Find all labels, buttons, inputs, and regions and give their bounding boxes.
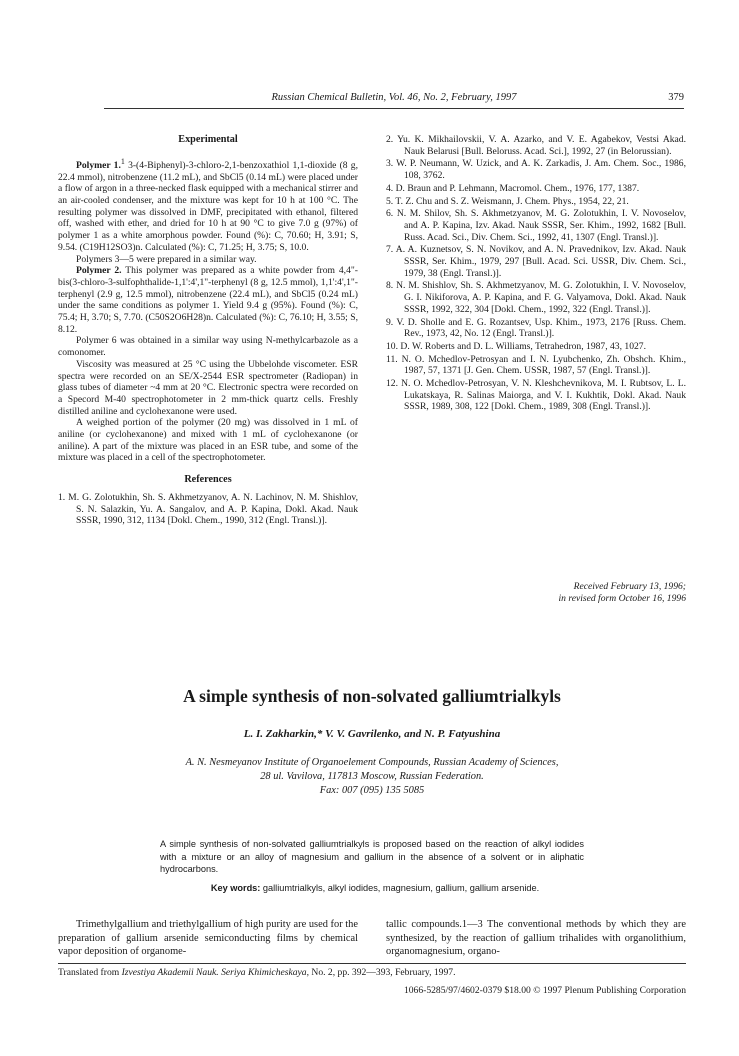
revised-date: in revised form October 16, 1996 xyxy=(558,593,686,604)
body-paragraph: tallic compounds.1—3 The conventional methods by which they are synthesized, by the reaction of gallium trihalides with organolithium, organomagnesium, organo- xyxy=(386,919,686,958)
experimental-heading: Experimental xyxy=(178,134,238,145)
keywords-label: Key words: xyxy=(210,883,261,893)
polymer-1-label: Polymer 1. xyxy=(76,159,121,171)
references-heading: References xyxy=(184,474,232,486)
publisher-identifier: 1066-5285/97/4602-0379 $18.00 © 1997 Plenum Publishing Corporation xyxy=(403,985,686,996)
polymer-2-label: Polymer 2. xyxy=(76,265,122,277)
affiliation-fax: Fax: 007 (095) 135 5085 xyxy=(319,785,425,796)
reference-item: 8. N. M. Shishlov, Sh. S. Akhmetzyanov, M. G. Zolotukhin, I. V. Novoselov, G. I. Nikiforova, A. P. Kapina, and F. G. Valyamova, Dokl. Akad. Nauk SSSR, 1992, 322, 304 [Dokl. Chem., 1992, 322 (Engl. Transl.)]. xyxy=(386,280,686,315)
reference-item: 6. N. M. Shilov, Sh. S. Akhmetzyanov, M. G. Zolotukhin, I. V. Novoselov, and A. P. Kapina, Izv. Akad. Nauk SSSR, Ser. Khim., 1992, 1682 [Bull. Russ. Acad. Sci., Div. Chem. Sci., 1992, 41, 1307 (Engl. Transl.)]. xyxy=(386,208,686,243)
reference-item: 12. N. O. Mchedlov-Petrosyan, V. N. Kleshchevnikova, M. I. Rubtsov, L. L. Lukatskaya, R. Salinas Maiorga, and V. I. Kukhtik, Dokl. Akad. Nauk SSSR, 1989, 308, 122 [Dokl. Chem., 1989, 308 (Engl. Transl.)]. xyxy=(386,378,686,413)
polymer-2-text: This polymer was prepared as a white powder from 4,4"-bis(3-chloro-3-sulfophthalide-1,1':4',1"-terphenyl (8 g, 12.5 mmol), 1,1':4',1"-terphenyl (2.9 g, 12.5 mmol), nitrobenzene (22.4 mL), and SbCl5 (0.24 mL) under the same conditions as polymer 1. Yield 9.4 g (95%). Found (%): C, 75.4; H, 3.70; S, 7.70. (C50S2O6H28)n. Calculated (%): C, 76.10; H, 3.55; S, 8.12. xyxy=(58,265,358,335)
reference-item: 3. W. P. Neumann, W. Uzick, and A. K. Zarkadis, J. Am. Chem. Soc., 1986, 108, 3762. xyxy=(386,158,686,182)
translation-journal: Izvestiya Akademii Nauk. Seriya Khimicheskaya, xyxy=(121,967,309,978)
polymer-1-text: 3-(4-Biphenyl)-3-chloro-2,1-benzoxathiol 1,1-dioxide (8 g, 22.4 mmol), nitrobenzene (11.2 mL), and SbCl5 (0.14 mL) were placed under a flow of argon in a three-necked flask equipped with a mechanical stirrer and an air-cooled condenser, and the mixture was kept for 10 h at 100 °C. The resulting polymer was dissolved in DMF, precipitated with ethanol, filtered off, washed with ether, and dried for 10 h at 90 °C to give 7.0 g (97%) of polymer 1 as a white amorphous powder. Found (%): C, 70.60; H, 3.91; S, 9.54. (C19H12SO3)n. Calculated (%): C, 71.25; H, 3.75; S, 10.0. xyxy=(58,159,358,253)
reference-item: 11. N. O. Mchedlov-Petrosyan and I. N. Lyubchenko, Zh. Obshch. Khim., 1987, 57, 1371 [J. Gen. Chem. USSR, 1987, 57 (Engl. Transl.)]. xyxy=(386,353,686,377)
reference-item: 1. M. G. Zolotukhin, Sh. S. Akhmetzyanov, A. N. Lachinov, N. M. Shishlov, S. N. Salazkin, Yu. A. Sangalov, and A. P. Kapina, Dokl. Akad. Nauk SSSR, 1990, 312, 1134 [Dokl. Chem., 1990, 312 (Engl. Transl.)]. xyxy=(58,491,358,527)
reference-item: 2. Yu. K. Mikhailovskii, V. A. Azarko, and V. E. Agabekov, Vestsi Akad. Nauk Belarusi [Bull. Beloruss. Acad. Sci.], 1992, 27 (in Belorussian). xyxy=(386,134,686,157)
article-body-right xyxy=(386,918,686,959)
translation-suffix: No. 2, pp. 392—393, February, 1997. xyxy=(311,967,456,978)
received-dates xyxy=(386,581,686,605)
reference-item: 5. T. Z. Chu and S. Z. Weismann, J. Chem. Phys., 1954, 22, 21. xyxy=(386,195,629,207)
footer-rule xyxy=(58,963,686,964)
running-header xyxy=(104,92,684,106)
reference-item: 10. D. W. Roberts and D. L. Williams, Tetrahedron, 1987, 43, 1027. xyxy=(386,340,646,352)
journal-citation: Russian Chemical Bulletin, Vol. 46, No. 2, February, 1997 xyxy=(271,92,517,103)
affiliation-line: 28 ul. Vavilova, 117813 Moscow, Russian Federation. xyxy=(260,771,484,782)
page-number: 379 xyxy=(668,92,684,103)
article-title: A simple synthesis of non-solvated galliumtrialkyls xyxy=(183,686,561,706)
keywords-list: galliumtrialkyls, alkyl iodides, magnesium, gallium, gallium arsenide. xyxy=(262,883,540,893)
translation-prefix: Translated from xyxy=(58,967,120,978)
header-rule xyxy=(104,108,684,109)
body-paragraph: Trimethylgallium and triethylgallium of high purity are used for the preparation of gallium arsenide semiconducting films by chemical vapor deposition of organome- xyxy=(58,919,358,958)
experimental-paragraph: Viscosity was measured at 25 °C using the Ubbelohde viscometer. ESR spectra were recorded on an SE/X-2544 ESR spectrometer (Radiopan) in glass tubes of diameter ~4 mm at 20 °C. Electronic spectra were recorded on a Specord M-40 spectrophotometer in 2 mm-thick quartz cells. Freshly distilled aniline and cyclohexanone were used. xyxy=(58,358,358,417)
article-body-left xyxy=(58,918,358,959)
ref-superscript: 1 xyxy=(120,156,125,166)
experimental-paragraph: Polymer 6 was obtained in a similar way using N-methylcarbazole as a comonomer. xyxy=(58,335,358,359)
right-column xyxy=(386,134,686,414)
experimental-paragraph: A weighed portion of the polymer (20 mg) was dissolved in 1 mL of aniline (or cyclohexanone) and mixed with 1 mL of cyclohexanone (or aniline). A part of the mixture was placed in an ESR tube, and some of the mixture was placed in a cell of the spectrophotometer. xyxy=(58,417,358,464)
experimental-paragraph: Polymers 3—5 were prepared in a similar way. xyxy=(76,253,257,265)
article-authors: L. I. Zakharkin,* V. V. Gavrilenko, and N. P. Fatyushina xyxy=(243,728,501,740)
experimental-paragraph xyxy=(58,156,358,254)
affiliation-line: A. N. Nesmeyanov Institute of Organoelement Compounds, Russian Academy of Sciences, xyxy=(185,757,559,768)
keywords xyxy=(110,883,640,893)
reference-item: 9. V. D. Sholle and E. G. Rozantsev, Usp. Khim., 1973, 2176 [Russ. Chem. Rev., 1973, 42, No. 12 (Engl. Transl.)]. xyxy=(386,316,686,340)
reference-item: 7. A. A. Kuznetsov, S. N. Novikov, and A. N. Pravednikov, Izv. Akad. Nauk SSSR, Ser. Khim., 1979, 297 [Bull. Acad. Sci. USSR, Div. Chem. Sci., 1979, 38 (Engl. Transl.)]. xyxy=(386,244,686,279)
reference-item: 4. D. Braun and P. Lehmann, Macromol. Chem., 1976, 177, 1387. xyxy=(386,182,640,194)
left-column xyxy=(58,134,358,528)
received-date: Received February 13, 1996; xyxy=(573,581,686,592)
experimental-paragraph xyxy=(58,265,358,335)
translation-note xyxy=(58,967,686,978)
author-affiliation xyxy=(120,756,624,798)
abstract: A simple synthesis of non-solvated galliumtrialkyls is proposed based on the reaction of alkyl iodides with a mixture or an alloy of magnesium and gallium in the absence of a solvent or in aliphatic hydrocarbons. xyxy=(160,839,584,874)
